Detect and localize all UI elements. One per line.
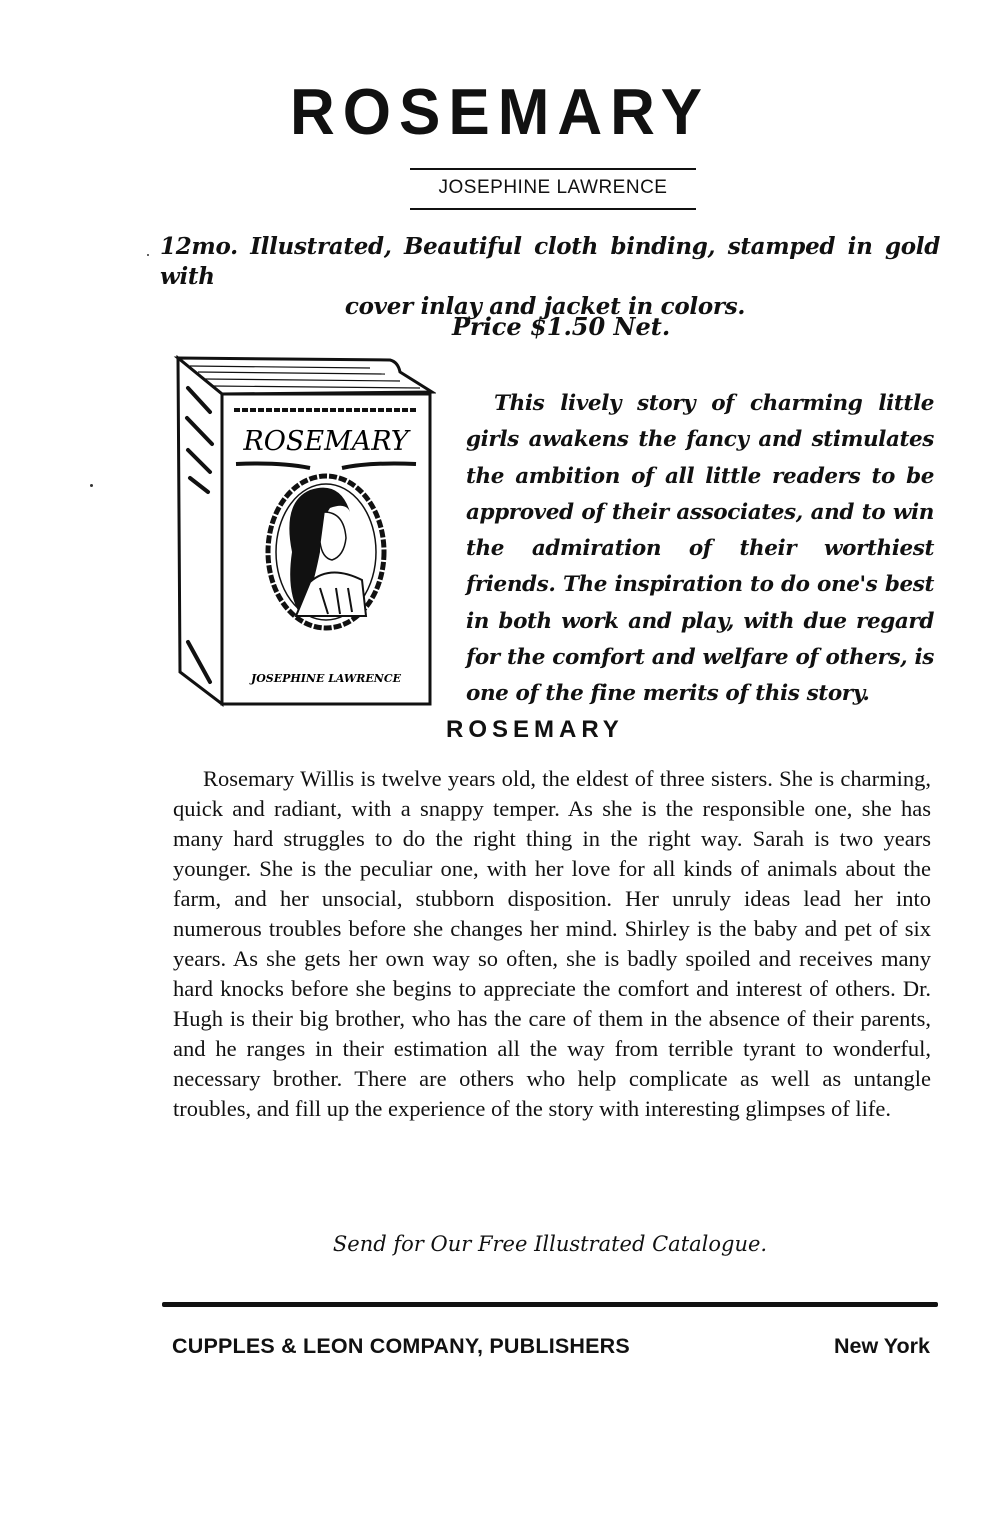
author-name: JOSEPHINE LAWRENCE — [438, 177, 668, 198]
publisher-name: CUPPLES & LEON COMPANY, PUBLISHERS — [172, 1334, 630, 1358]
blurb-text: This lively story of charming little girls awakens the fancy and stimulates the ambition of all little readers to be approved of their associates, and to win the admiration of their worthiest friends. The inspiration to do one's best in both work and play, with due regard for the comfort and welfare of others, is one of the fine merits of this story. — [466, 391, 934, 707]
cover-author: JOSEPHINE LAWRENCE — [251, 672, 401, 685]
price: Price $1.50 Net. — [452, 312, 671, 341]
stray-mark — [90, 484, 93, 487]
book-illustration — [170, 352, 436, 708]
footer-rule — [162, 1302, 938, 1307]
cover-title: ROSEMARY — [243, 426, 409, 457]
publisher-city: New York — [834, 1334, 930, 1358]
synopsis-text: Rosemary Willis is twelve years old, the eldest of three sisters. She is charming, quick and radiant, with a snappy temper. As she is the responsible one, she has many hard struggles to do the right thing in the right way. Sarah is two years younger. She is the peculiar one, with her love for all kinds of animals about the farm, and her unsocial, stubborn disposition. Her unruly ideas lead her into numerous troubles before she changes her mind. Shirley is the baby and pet of six years. As she gets her own way so often, she is badly spoiled and receives many hard knocks before she begins to appreciate the comfort and interest of others. Dr. Hugh is their big brother, who has the care of them in the absence of their parents, and he ranges in their estimation all the way from terrible tyrant to wonderful, necessary brother. There are others who help complicate as well as untangle troubles, and fill up the experience of the story with interesting glimpses of life. — [173, 766, 931, 1121]
edition-description-line-2: cover inlay and jacket in colors. — [344, 293, 746, 320]
stray-mark — [147, 254, 149, 256]
author-box — [410, 168, 696, 210]
blurb — [466, 386, 934, 713]
catalogue-note: Send for Our Free Illustrated Catalogue. — [332, 1232, 768, 1256]
synopsis — [173, 764, 931, 1124]
section-title: ROSEMARY — [446, 716, 624, 743]
edition-description — [150, 232, 940, 322]
edition-description-line-1: 12mo. Illustrated, Beautiful cloth binding, stamped in gold with — [160, 233, 940, 290]
book-spine — [178, 358, 222, 704]
page-title: ROSEMARY — [290, 76, 710, 149]
